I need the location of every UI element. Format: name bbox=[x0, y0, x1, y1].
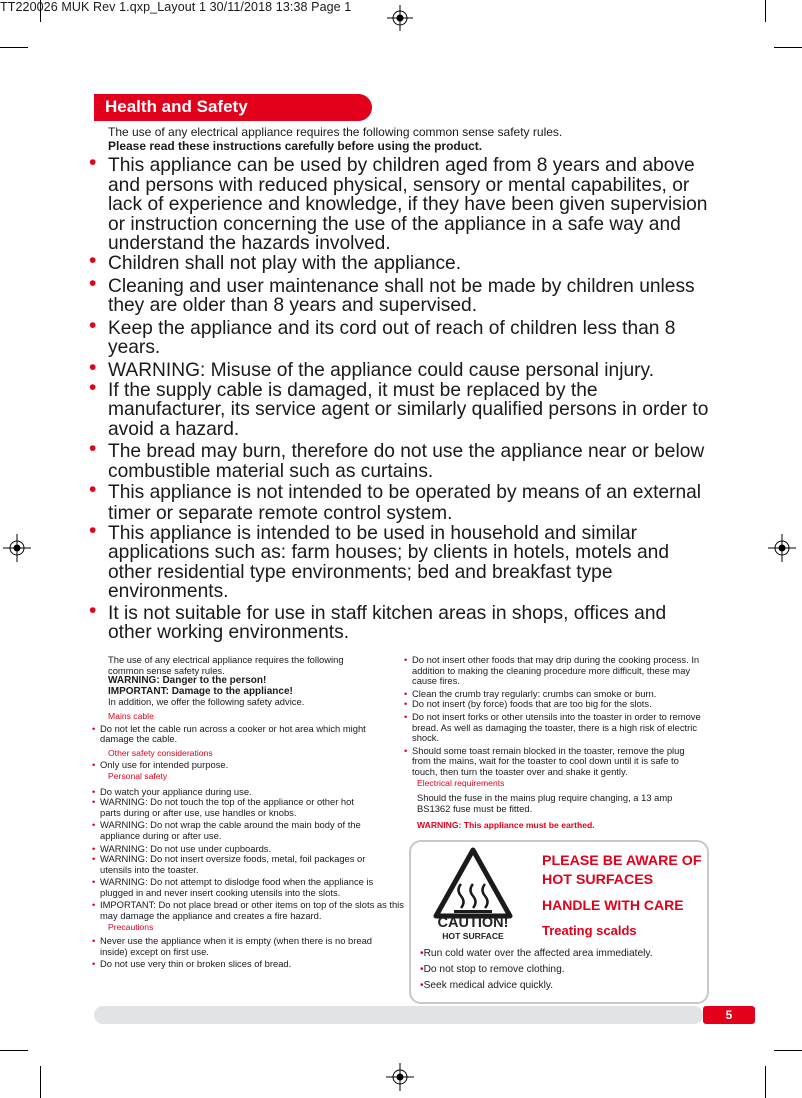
registration-mark-icon bbox=[3, 534, 31, 562]
list-item: • IMPORTANT: Do not place bread or other items on top of the slots as this may damage the appliance and creates a fire hazard. bbox=[92, 900, 416, 921]
list-item: • Seek medical advice quickly. bbox=[420, 978, 653, 994]
subheading-electrical: Electrical requirements bbox=[417, 777, 505, 788]
crop-mark bbox=[765, 0, 766, 22]
scalds-steps bbox=[420, 946, 653, 994]
list-item: • WARNING: Misuse of the appliance could cause personal injury. bbox=[89, 361, 714, 381]
list-item: • WARNING: Do not use under cupboards. bbox=[92, 844, 408, 855]
subheading-personal-safety: Personal safety bbox=[108, 770, 168, 781]
list-item: • Run cold water over the affected area immediately. bbox=[420, 946, 653, 962]
list-item: • WARNING: Do not touch the top of the appliance or other hot parts during or after use, use handles or knobs. bbox=[92, 797, 370, 818]
crop-mark bbox=[765, 1066, 766, 1098]
list-item: • Do not insert (by force) foods that are too big for the slots. bbox=[404, 699, 704, 710]
list-item: • Only use for intended purpose. bbox=[92, 760, 408, 771]
list-item: • The bread may burn, therefore do not use the appliance near or below combustible material such as curtains. bbox=[89, 442, 714, 481]
hot-surface-warning-icon bbox=[432, 846, 514, 920]
registration-mark-icon bbox=[768, 534, 796, 562]
list-item: • If the supply cable is damaged, it must be replaced by the manufacturer, its service agent or similarly qualified persons in order to avoid a hazard. bbox=[89, 381, 714, 440]
list-item: • Keep the appliance and its cord out of reach of children less than 8 years. bbox=[89, 319, 714, 358]
caution-sign-subcaption: HOT SURFACE bbox=[442, 931, 504, 941]
registration-mark-icon bbox=[387, 5, 413, 31]
subheading-other-safety: Other safety considerations bbox=[108, 747, 213, 758]
list-item: • Clean the crumb tray regularly: crumbs can smoke or burn. bbox=[404, 689, 704, 700]
list-item: • Cleaning and user maintenance shall not be made by children unless they are older than 8 years and supervised. bbox=[89, 277, 714, 316]
intro-line: The use of any electrical appliance requires the following common sense safety rules. bbox=[108, 125, 563, 139]
list-item: • This appliance is intended to be used in household and similar applications such as: farm houses; by clients in hotels, motels and other residential type environments; bed and breakfast type environments. bbox=[89, 524, 714, 602]
section-title: Health and Safety bbox=[105, 97, 248, 116]
right-column bbox=[404, 655, 704, 831]
section-title-bar bbox=[94, 94, 372, 121]
list-item: • WARNING: Do not attempt to dislodge food when the appliance is plugged in and never insert cooking utensils into the slots. bbox=[92, 877, 390, 898]
warning-person: WARNING: Danger to the person! bbox=[108, 675, 267, 687]
page-number: 5 bbox=[703, 1006, 755, 1024]
col-intro: The use of any electrical appliance requires the following common sense safety rules. bbox=[108, 654, 344, 676]
list-item: • This appliance can be used by children aged from 8 years and above and persons with reduced physical, sensory or mental capabilites, or lack of experience and knowledge, if they have been given supervision or instruction concerning the use of the appliance in a safe way and understand the hazards involved. bbox=[89, 156, 714, 254]
list-item: • WARNING: Do not insert oversize foods, metal, foil packages or utensils into the toaster. bbox=[92, 854, 385, 875]
crop-mark bbox=[774, 47, 802, 48]
main-safety-list bbox=[89, 156, 714, 643]
list-item: • This appliance is not intended to be operated by means of an external timer or separate remote control system. bbox=[89, 482, 714, 524]
list-item: • WARNING: Do not wrap the cable around the main body of the appliance during or after use. bbox=[92, 820, 375, 841]
handle-with-care: HANDLE WITH CARE bbox=[542, 897, 684, 913]
caution-sign-caption: CAUTION! bbox=[437, 915, 509, 931]
list-item: • Do not let the cable run across a cooker or hot area which might damage the cable. bbox=[92, 724, 370, 745]
advice-note: In addition, we offer the following safety advice. bbox=[108, 696, 305, 708]
earthed-warning: WARNING: This appliance must be earthed. bbox=[417, 820, 595, 831]
list-item: • Never use the appliance when it is empty (when there is no bread inside) except on first use. bbox=[92, 936, 382, 957]
file-info-header: TT220026 MUK Rev 1.qxp_Layout 1 30/11/2018 13:38 Page 1 bbox=[0, 0, 352, 14]
intro-instruction: Please read these instructions carefully before using the product. bbox=[108, 139, 483, 153]
intro bbox=[108, 125, 562, 153]
footer-bar bbox=[94, 1006, 703, 1024]
crop-mark bbox=[0, 1050, 28, 1051]
crop-mark bbox=[40, 1066, 41, 1098]
list-item: • Do not insert forks or other utensils into the toaster in order to remove bread. As well as damaging the toaster, there is a high risk of electric shock. bbox=[404, 712, 704, 744]
main-note: • It is not suitable for use in staff kitchen areas in shops, offices and other working environments. bbox=[89, 604, 714, 643]
subheading-mains-cable: Mains cable bbox=[108, 710, 154, 721]
fuse-note: Should the fuse in the mains plug require changing, a 13 amp BS1362 fuse must be fitted. bbox=[417, 792, 673, 814]
crop-mark bbox=[774, 1050, 802, 1051]
treating-scalds-heading: Treating scalds bbox=[542, 923, 637, 938]
list-item: • Should some toast remain blocked in the toaster, remove the plug from the mains, wait for the toaster to cool down until it is safe to touch, then turn the toaster over and shake it gently. bbox=[404, 746, 704, 778]
subheading-precautions: Precautions bbox=[108, 921, 154, 932]
left-column bbox=[92, 655, 408, 970]
list-item: • Do not stop to remove clothing. bbox=[420, 962, 653, 978]
hot-surfaces-notice: PLEASE BE AWARE OF HOT SURFACES bbox=[542, 853, 702, 888]
list-item: • Do not insert other foods that may drip during the cooking process. In addition to making the cleaning procedure more difficult, these may cause fires. bbox=[404, 655, 704, 687]
crop-mark bbox=[0, 47, 28, 48]
list-item: • Do watch your appliance during use. bbox=[92, 787, 408, 798]
important-appliance: IMPORTANT: Damage to the appliance! bbox=[108, 685, 293, 697]
list-item: • Children shall not play with the appliance. bbox=[89, 254, 714, 274]
list-item: • Do not use very thin or broken slices of bread. bbox=[92, 959, 408, 970]
registration-mark-icon bbox=[386, 1063, 414, 1091]
